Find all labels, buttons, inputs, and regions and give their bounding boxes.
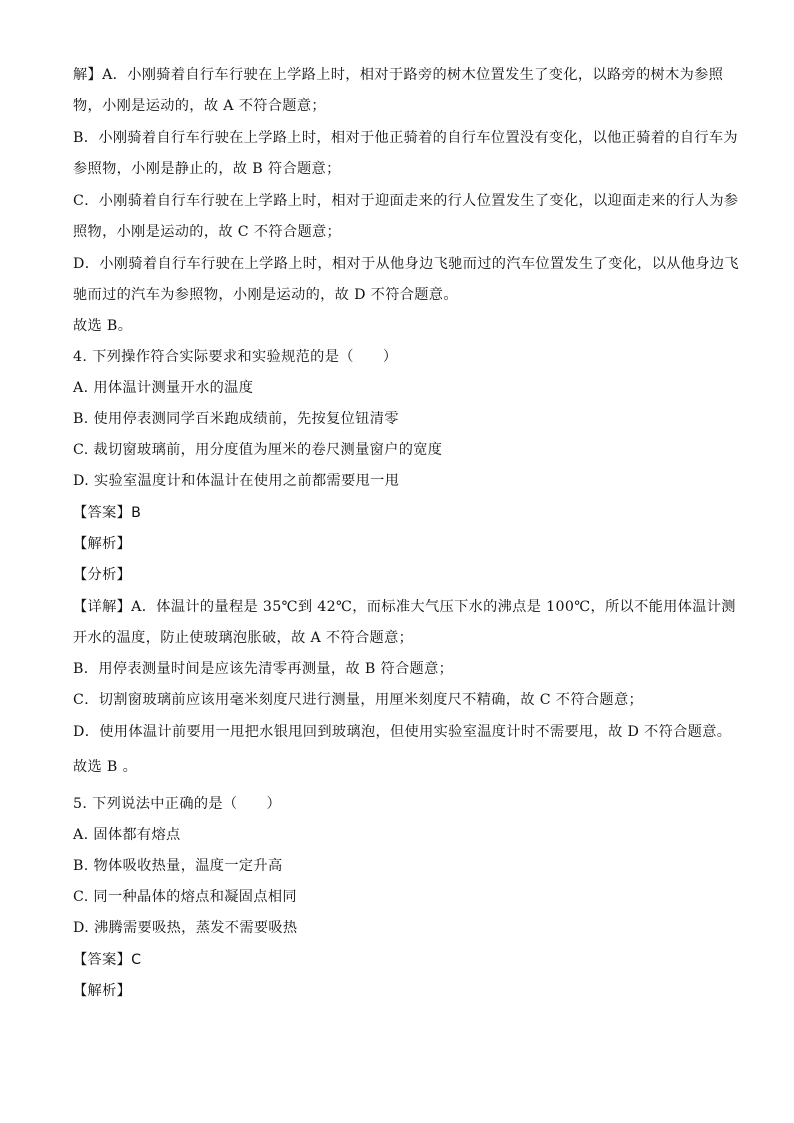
question-4-option-b: B. 使用停表测同学百米跑成绩前，先按复位钮清零 <box>73 411 399 427</box>
text-line: C．小刚骑着自行车行驶在上学路上时，相对于迎面走来的行人位置发生了变化，以迎面走来的行人为参 <box>73 193 739 209</box>
question-5-option-a: A. 固体都有熔点 <box>73 827 181 843</box>
text-line: 故选 B。 <box>73 318 133 334</box>
text-line: 驰而过的汽车为参照物，小刚是运动的，故 D 不符合题意。 <box>73 287 458 303</box>
text-line: 照物，小刚是运动的，故 C 不符合题意； <box>73 224 342 240</box>
question-4-stem: 4. 下列操作符合实际要求和实验规范的是（ ） <box>73 349 398 365</box>
detail-line: 故选 B 。 <box>73 759 138 775</box>
question-5-option-d: D. 沸腾需要吸热，蒸发不需要吸热 <box>73 920 298 936</box>
question-4-option-c: C. 裁切窗玻璃前，用分度值为厘米的卷尺测量窗户的宽度 <box>73 442 443 458</box>
question-5-option-b: B. 物体吸收热量，温度一定升高 <box>73 858 283 874</box>
detail-line: D．使用体温计前要用一甩把水银甩回到玻璃泡，但使用实验室温度计时不需要甩，故 D 不符合题意。 <box>73 724 732 740</box>
text-line: 参照物，小刚是静止的，故 B 符合题意； <box>73 161 341 177</box>
detail-line: B．用停表测量时间是应该先清零再测量，故 B 符合题意； <box>73 661 454 677</box>
answer-label: 【答案】C <box>73 952 142 968</box>
breakdown-label: 【分析】 <box>73 567 132 583</box>
detail-line: C．切割窗玻璃前应该用毫米刻度尺进行测量，用厘米刻度尺不精确，故 C 不符合题意； <box>73 692 644 708</box>
analysis-label: 【解析】 <box>73 983 132 999</box>
analysis-label: 【解析】 <box>73 536 132 552</box>
detail-line: 开水的温度，防止使玻璃泡胀破，故 A 不符合题意； <box>73 630 414 646</box>
question-5-stem: 5. 下列说法中正确的是（ ） <box>73 796 282 812</box>
text-line: 解】A．小刚骑着自行车行驶在上学路上时，相对于路旁的树木位置发生了变化，以路旁的树木为参照 <box>73 67 724 83</box>
text-line: 物，小刚是运动的，故 A 不符合题意； <box>73 98 326 114</box>
detail-line: 【详解】A．体温计的量程是 35℃到 42℃，而标准大气压下水的沸点是 100℃，所以不能用体温计测 <box>73 599 736 615</box>
question-4-option-a: A. 用体温计测量开水的温度 <box>73 380 254 396</box>
text-line: D．小刚骑着自行车行驶在上学路上时，相对于从他身边飞驰而过的汽车位置发生了变化，以从他身边飞 <box>73 256 739 272</box>
answer-label: 【答案】B <box>73 505 142 521</box>
question-5-option-c: C. 同一种晶体的熔点和凝固点相同 <box>73 889 297 905</box>
question-4-option-d: D. 实验室温度计和体温计在使用之前都需要甩一甩 <box>73 473 400 489</box>
text-line: B．小刚骑着自行车行驶在上学路上时，相对于他正骑着的自行车位置没有变化，以他正骑着的自行车为 <box>73 130 738 146</box>
